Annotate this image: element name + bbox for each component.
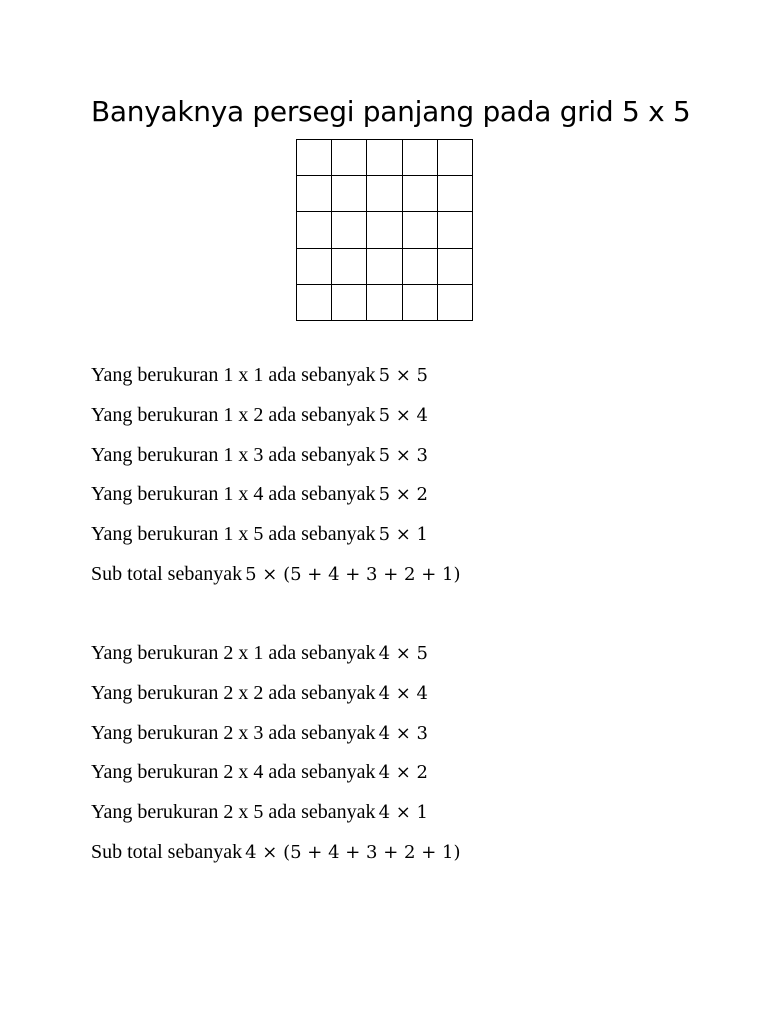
grid-cell xyxy=(403,285,438,321)
count-line xyxy=(91,638,428,668)
grid-cell xyxy=(367,176,402,212)
line-math: 5 × 4 xyxy=(378,405,428,426)
grid-cell xyxy=(332,285,367,321)
line-math: 5 × (5 + 4 + 3 + 2 + 1) xyxy=(245,564,461,585)
grid-cell xyxy=(403,212,438,248)
line-text: Sub total sebanyak xyxy=(91,841,243,863)
line-math: 4 × 1 xyxy=(378,802,428,823)
count-line xyxy=(91,519,428,549)
line-text: Yang berukuran 1 x 1 ada sebanyak xyxy=(91,364,376,386)
grid-cell xyxy=(332,140,367,176)
grid-cell xyxy=(367,285,402,321)
grid-cell xyxy=(438,212,473,248)
grid-cell xyxy=(403,176,438,212)
line-text: Yang berukuran 2 x 4 ada sebanyak xyxy=(91,761,376,783)
line-text: Yang berukuran 1 x 3 ada sebanyak xyxy=(91,444,376,466)
grid-cell xyxy=(332,176,367,212)
line-math: 5 × 1 xyxy=(378,524,428,545)
subtotal-line xyxy=(91,837,460,867)
grid-5x5 xyxy=(296,139,473,321)
grid-cell xyxy=(297,249,332,285)
line-math: 4 × (5 + 4 + 3 + 2 + 1) xyxy=(245,842,461,863)
count-line xyxy=(91,797,428,827)
line-math: 5 × 2 xyxy=(378,484,428,505)
line-text: Yang berukuran 2 x 3 ada sebanyak xyxy=(91,722,376,744)
grid-cell xyxy=(367,212,402,248)
grid-cell xyxy=(403,140,438,176)
grid-cell xyxy=(438,140,473,176)
grid-cell xyxy=(438,249,473,285)
count-line xyxy=(91,678,428,708)
line-math: 5 × 5 xyxy=(378,365,428,386)
line-math: 4 × 3 xyxy=(378,723,428,744)
grid-cell xyxy=(297,176,332,212)
subtotal-line xyxy=(91,559,460,589)
count-line xyxy=(91,757,428,787)
grid-cell xyxy=(297,285,332,321)
line-math: 4 × 5 xyxy=(378,643,428,664)
grid-cell xyxy=(297,140,332,176)
count-line xyxy=(91,718,428,748)
line-text: Yang berukuran 2 x 5 ada sebanyak xyxy=(91,801,376,823)
line-text: Sub total sebanyak xyxy=(91,563,243,585)
grid-cell xyxy=(367,249,402,285)
line-text: Yang berukuran 1 x 4 ada sebanyak xyxy=(91,483,376,505)
grid-cell xyxy=(438,176,473,212)
line-text: Yang berukuran 1 x 2 ada sebanyak xyxy=(91,404,376,426)
count-line xyxy=(91,360,428,390)
count-line xyxy=(91,440,428,470)
line-text: Yang berukuran 2 x 2 ada sebanyak xyxy=(91,682,376,704)
count-line xyxy=(91,400,428,430)
grid-cell xyxy=(403,249,438,285)
line-text: Yang berukuran 1 x 5 ada sebanyak xyxy=(91,523,376,545)
grid-cell xyxy=(367,140,402,176)
page-title: Banyaknya persegi panjang pada grid 5 x 5 xyxy=(91,95,691,128)
grid-cell xyxy=(438,285,473,321)
line-text: Yang berukuran 2 x 1 ada sebanyak xyxy=(91,642,376,664)
grid-cell xyxy=(332,212,367,248)
line-math: 5 × 3 xyxy=(378,445,428,466)
line-math: 4 × 4 xyxy=(378,683,428,704)
line-math: 4 × 2 xyxy=(378,762,428,783)
grid-cell xyxy=(332,249,367,285)
count-line xyxy=(91,479,428,509)
grid-cell xyxy=(297,212,332,248)
